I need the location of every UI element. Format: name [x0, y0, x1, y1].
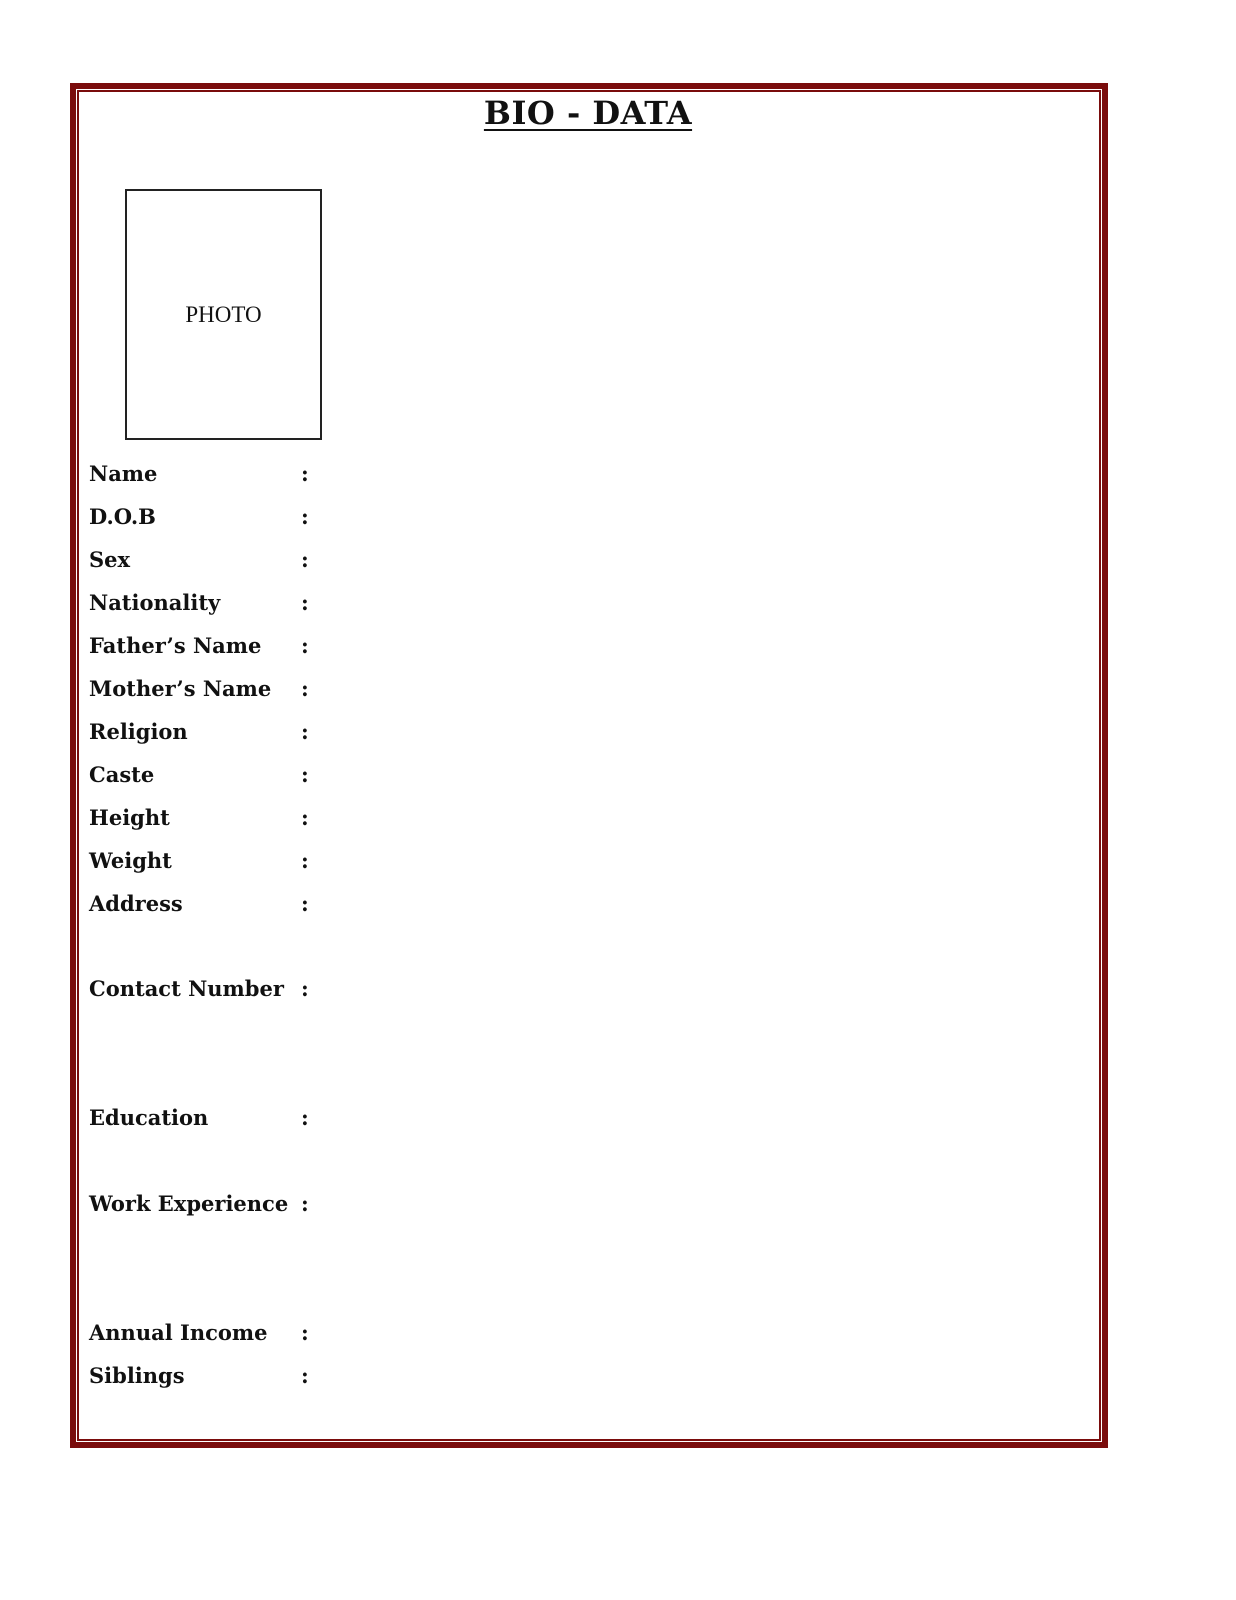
field-value-siblings[interactable]	[325, 1363, 1085, 1389]
field-value-sex[interactable]	[325, 547, 1085, 573]
field-label-work-experience: Work Experience	[89, 1191, 289, 1216]
field-label-fathers-name: Father’s Name	[89, 633, 262, 658]
field-colon: :	[301, 1191, 309, 1216]
field-value-religion[interactable]	[325, 719, 1085, 745]
photo-label: PHOTO	[185, 301, 262, 327]
field-value-weight[interactable]	[325, 848, 1085, 874]
field-label-education: Education	[89, 1105, 209, 1130]
field-colon: :	[301, 461, 309, 486]
field-value-education[interactable]	[325, 1105, 1085, 1131]
field-colon: :	[301, 762, 309, 787]
field-value-fathers-name[interactable]	[325, 633, 1085, 659]
field-value-nationality[interactable]	[325, 590, 1085, 616]
field-colon: :	[301, 547, 309, 572]
field-colon: :	[301, 1363, 309, 1388]
field-colon: :	[301, 676, 309, 701]
field-value-work-experience[interactable]	[325, 1191, 1085, 1217]
field-colon: :	[301, 848, 309, 873]
field-colon: :	[301, 504, 309, 529]
photo-placeholder[interactable]	[125, 189, 322, 440]
field-value-mothers-name[interactable]	[325, 676, 1085, 702]
field-value-contact-number[interactable]	[325, 976, 1085, 1002]
field-colon: :	[301, 633, 309, 658]
field-value-name[interactable]	[325, 461, 1085, 487]
field-colon: :	[301, 719, 309, 744]
field-value-annual-income[interactable]	[325, 1320, 1085, 1346]
field-label-dob: D.O.B	[89, 504, 156, 529]
field-label-height: Height	[89, 805, 170, 830]
field-label-mothers-name: Mother’s Name	[89, 676, 272, 701]
field-colon: :	[301, 1320, 309, 1345]
field-label-weight: Weight	[89, 848, 172, 873]
field-label-nationality: Nationality	[89, 590, 221, 615]
field-colon: :	[301, 891, 309, 916]
field-value-address[interactable]	[325, 891, 1085, 917]
field-label-name: Name	[89, 461, 158, 486]
field-colon: :	[301, 590, 309, 615]
field-colon: :	[301, 805, 309, 830]
field-colon: :	[301, 1105, 309, 1130]
field-value-dob[interactable]	[325, 504, 1085, 530]
field-label-religion: Religion	[89, 719, 188, 744]
field-label-address: Address	[89, 891, 183, 916]
field-label-caste: Caste	[89, 762, 155, 787]
field-label-siblings: Siblings	[89, 1363, 185, 1388]
field-colon: :	[301, 976, 309, 1001]
field-label-annual-income: Annual Income	[89, 1320, 268, 1345]
field-label-sex: Sex	[89, 547, 131, 572]
field-value-caste[interactable]	[325, 762, 1085, 788]
document-title: BIO - DATA	[483, 94, 693, 132]
field-value-height[interactable]	[325, 805, 1085, 831]
field-label-contact-number: Contact Number	[89, 976, 284, 1001]
